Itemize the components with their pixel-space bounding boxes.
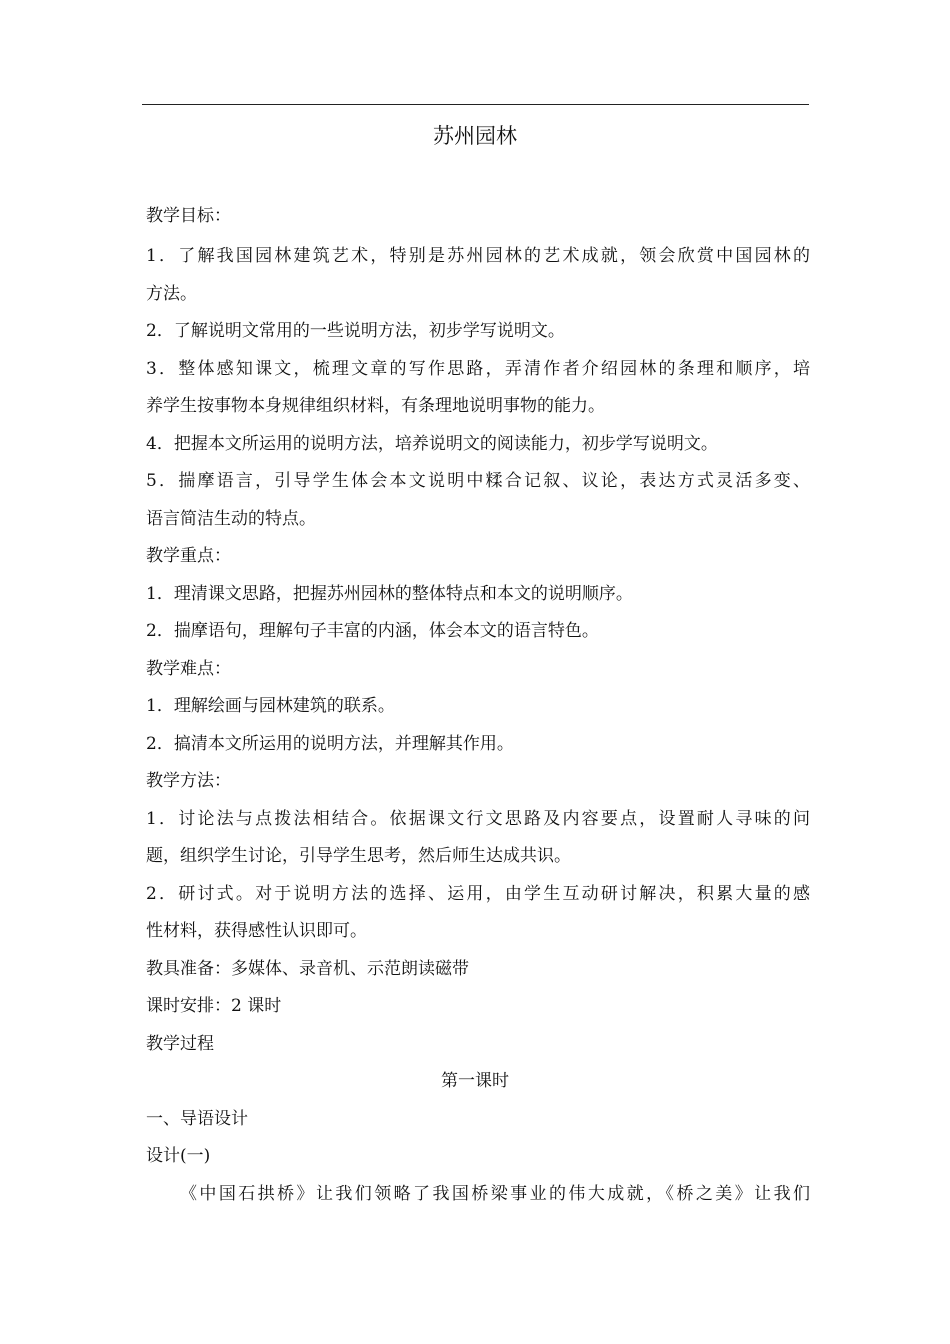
method-1-line-1: 1．讨论法与点拨法相结合。依据课文行文思路及内容要点，设置耐人寻味的问 xyxy=(146,809,810,829)
method-1-line-2: 题，组织学生讨论，引导学生思考，然后师生达成共识。 xyxy=(146,846,571,866)
section-heading-key-points: 教学重点： xyxy=(146,546,231,566)
objective-1-line-1: 1．了解我国园林建筑艺术，特别是苏州园林的艺术成就，领会欣赏中国园林的 xyxy=(146,246,810,266)
header-rule xyxy=(142,104,809,105)
section-heading-process: 教学过程 xyxy=(146,1034,214,1054)
difficulty-2: 2．搞清本文所运用的说明方法，并理解其作用。 xyxy=(146,734,514,754)
objective-3-line-2: 养学生按事物本身规律组织材料，有条理地说明事物的能力。 xyxy=(146,396,605,416)
objective-1-line-2: 方法。 xyxy=(146,284,197,304)
section-heading-difficulties: 教学难点： xyxy=(146,659,231,679)
document-title: 苏州园林 xyxy=(433,124,517,148)
objective-5-line-1: 5．揣摩语言，引导学生体会本文说明中糅合记叙、议论，表达方式灵活多变、 xyxy=(146,471,810,491)
section-heading-objectives: 教学目标： xyxy=(146,206,231,226)
key-point-1: 1．理清课文思路，把握苏州园林的整体特点和本文的说明顺序。 xyxy=(146,584,633,604)
method-2-line-2: 性材料，获得感性认识即可。 xyxy=(146,921,367,941)
key-point-2: 2．揣摩语句，理解句子丰富的内涵，体会本文的语言特色。 xyxy=(146,621,599,641)
method-2-line-1: 2．研讨式。对于说明方法的选择、运用，由学生互动研讨解决，积累大量的感 xyxy=(146,884,810,904)
class-schedule: 课时安排：2 课时 xyxy=(146,996,282,1016)
paragraph-line: 《中国石拱桥》让我们领略了我国桥梁事业的伟大成就，《桥之美》让我们 xyxy=(180,1184,810,1204)
teaching-aids: 教具准备：多媒体、录音机、示范朗读磁带 xyxy=(146,959,469,979)
lesson-heading: 第一课时 xyxy=(441,1071,509,1091)
objective-2: 2．了解说明文常用的一些说明方法，初步学写说明文。 xyxy=(146,321,565,341)
objective-3-line-1: 3．整体感知课文，梳理文章的写作思路，弄清作者介绍园林的条理和顺序，培 xyxy=(146,359,810,379)
subsection-heading-intro: 一、导语设计 xyxy=(146,1109,248,1129)
objective-5-line-2: 语言简洁生动的特点。 xyxy=(146,509,316,529)
difficulty-1: 1．理解绘画与园林建筑的联系。 xyxy=(146,696,395,716)
objective-4: 4．把握本文所运用的说明方法，培养说明文的阅读能力，初步学写说明文。 xyxy=(146,434,718,454)
section-heading-methods: 教学方法： xyxy=(146,771,231,791)
design-label: 设计(一) xyxy=(146,1146,211,1166)
